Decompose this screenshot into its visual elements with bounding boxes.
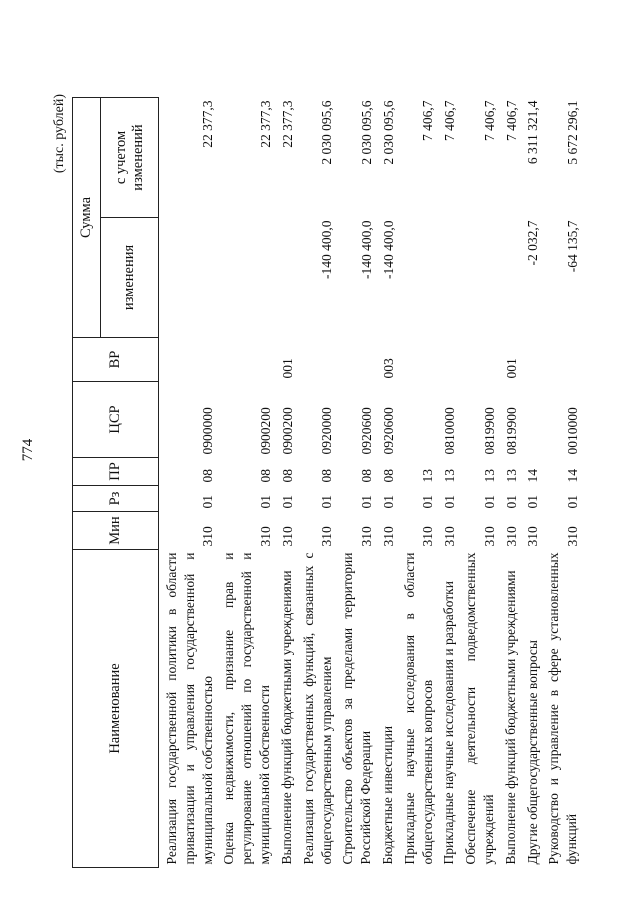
header-pr: ПР bbox=[73, 458, 159, 486]
row-vr bbox=[458, 338, 498, 382]
row-csr: 0010000 bbox=[565, 407, 581, 455]
row-total: 7 406,7 bbox=[442, 100, 458, 141]
row-rz: 01 bbox=[200, 495, 216, 509]
table-body bbox=[159, 98, 582, 868]
table-row bbox=[520, 98, 542, 868]
row-min: 310 bbox=[279, 526, 295, 547]
row-min: 310 bbox=[200, 526, 216, 547]
row-name: Оценка недвижимости, признание прав и регулирование отношений по государственной и муниципальной собственности bbox=[221, 552, 273, 865]
budget-table bbox=[72, 97, 581, 868]
row-csr: 0920000 bbox=[319, 407, 335, 455]
table-row bbox=[498, 98, 520, 868]
row-csr: 0810000 bbox=[442, 407, 458, 455]
row-change bbox=[436, 218, 458, 338]
row-change: -140 400,0 bbox=[319, 220, 335, 279]
row-change: -2 032,7 bbox=[525, 220, 541, 266]
table-row bbox=[458, 98, 498, 868]
row-change bbox=[397, 218, 437, 338]
row-min: 310 bbox=[565, 526, 581, 547]
row-rz: 01 bbox=[319, 495, 335, 509]
row-min: 310 bbox=[525, 526, 541, 547]
row-name: Бюджетные инвестиции bbox=[379, 725, 395, 865]
row-pr: 13 bbox=[442, 469, 458, 483]
row-csr bbox=[397, 382, 437, 458]
row-vr bbox=[397, 338, 437, 382]
row-pr: 14 bbox=[565, 469, 581, 483]
row-name: Прикладные научные исследования и разработки bbox=[441, 581, 457, 865]
row-rz: 01 bbox=[358, 495, 374, 509]
row-rz: 01 bbox=[481, 495, 497, 509]
row-pr: 08 bbox=[319, 469, 335, 483]
row-csr: 0900200 bbox=[257, 407, 273, 455]
row-vr bbox=[216, 338, 273, 382]
table-row bbox=[335, 98, 375, 868]
row-change: -64 135,7 bbox=[565, 220, 581, 273]
row-name: Строительство объектов за пределами территории Российской Федерации bbox=[340, 552, 374, 865]
row-vr bbox=[520, 338, 542, 382]
row-change bbox=[498, 218, 520, 338]
header-min: Мин bbox=[73, 512, 159, 550]
row-total: 7 406,7 bbox=[420, 100, 436, 141]
header-with-change: с учетом изменений bbox=[101, 98, 159, 218]
row-rz: 01 bbox=[257, 495, 273, 509]
row-min: 310 bbox=[380, 526, 396, 547]
row-csr: 0819900 bbox=[503, 407, 519, 455]
row-name: Руководство и управление в сфере установленных функций bbox=[546, 552, 580, 865]
units-note: (тыс. рублей) bbox=[52, 94, 67, 174]
row-min: 310 bbox=[257, 526, 273, 547]
row-total: 22 377,3 bbox=[200, 100, 216, 148]
table-row bbox=[541, 98, 581, 868]
row-total: 2 030 095,6 bbox=[319, 100, 335, 165]
row-vr: 001 bbox=[503, 358, 519, 379]
row-min: 310 bbox=[420, 526, 436, 547]
table-row bbox=[159, 98, 217, 868]
row-rz: 01 bbox=[525, 495, 541, 509]
row-csr: 0900000 bbox=[200, 407, 216, 455]
row-total: 22 377,3 bbox=[257, 100, 273, 148]
row-pr: 13 bbox=[503, 469, 519, 483]
header-name: Наименование bbox=[73, 550, 159, 868]
row-rz: 01 bbox=[442, 495, 458, 509]
row-name: Выполнение функций бюджетными учреждениями bbox=[278, 570, 294, 865]
row-min: 310 bbox=[319, 526, 335, 547]
row-total: 5 672 296,1 bbox=[565, 100, 581, 165]
row-vr bbox=[159, 338, 217, 382]
row-vr: 001 bbox=[279, 358, 295, 379]
header-vr: ВР bbox=[73, 338, 159, 382]
row-min: 310 bbox=[442, 526, 458, 547]
table-row bbox=[397, 98, 437, 868]
row-csr bbox=[520, 382, 542, 458]
row-total: 6 311 321,4 bbox=[525, 100, 541, 165]
row-name: Другие общегосударственные вопросы bbox=[524, 640, 540, 865]
row-csr: 0920600 bbox=[358, 407, 374, 455]
row-csr: 0819900 bbox=[481, 407, 497, 455]
row-total: 22 377,3 bbox=[279, 100, 295, 148]
row-vr bbox=[436, 338, 458, 382]
row-csr: 0920600 bbox=[380, 407, 396, 455]
table-row bbox=[375, 98, 397, 868]
row-total: 2 030 095,6 bbox=[358, 100, 374, 165]
page-number: 774 bbox=[20, 438, 36, 462]
header-csr: ЦСР bbox=[73, 382, 159, 458]
table-row bbox=[216, 98, 273, 868]
row-min: 310 bbox=[481, 526, 497, 547]
row-pr: 14 bbox=[525, 469, 541, 483]
row-pr: 08 bbox=[358, 469, 374, 483]
row-name: Реализация государственных функций, связанных с общегосударственным управлением bbox=[300, 552, 334, 865]
row-name: Выполнение функций бюджетными учреждениями bbox=[502, 570, 518, 865]
row-vr bbox=[296, 338, 336, 382]
row-vr bbox=[335, 338, 375, 382]
row-pr: 08 bbox=[279, 469, 295, 483]
row-rz: 01 bbox=[565, 495, 581, 509]
row-pr: 08 bbox=[257, 469, 273, 483]
row-pr: 13 bbox=[481, 469, 497, 483]
row-pr: 08 bbox=[380, 469, 396, 483]
row-csr: 0900200 bbox=[279, 407, 295, 455]
row-total: 7 406,7 bbox=[481, 100, 497, 141]
row-change: -140 400,0 bbox=[380, 220, 396, 279]
row-change bbox=[159, 218, 217, 338]
row-change bbox=[216, 218, 273, 338]
table-row bbox=[436, 98, 458, 868]
row-min: 310 bbox=[358, 526, 374, 547]
row-min: 310 bbox=[503, 526, 519, 547]
row-total: 7 406,7 bbox=[503, 100, 519, 141]
row-rz: 01 bbox=[380, 495, 396, 509]
header-rz: Рз bbox=[73, 486, 159, 512]
row-vr: 003 bbox=[380, 358, 396, 379]
row-name: Обеспечение деятельности подведомственных учреждений bbox=[463, 552, 496, 865]
table-row bbox=[274, 98, 296, 868]
row-name: Реализация государственной политики в области приватизации и управления государственной и муниципальной собственностью bbox=[164, 552, 215, 865]
row-pr: 13 bbox=[420, 469, 436, 483]
row-name: Прикладные научные исследования в области общегосударственных вопросов bbox=[401, 552, 435, 865]
row-change bbox=[274, 218, 296, 338]
row-pr: 08 bbox=[200, 469, 216, 483]
row-total: 2 030 095,6 bbox=[380, 100, 396, 165]
header-sum: Сумма bbox=[73, 98, 101, 338]
table-row bbox=[296, 98, 336, 868]
row-rz: 01 bbox=[503, 495, 519, 509]
row-rz: 01 bbox=[420, 495, 436, 509]
header-change: изменения bbox=[101, 218, 159, 338]
row-change bbox=[458, 218, 498, 338]
row-vr bbox=[541, 338, 581, 382]
row-change: -140 400,0 bbox=[358, 220, 374, 279]
row-rz: 01 bbox=[279, 495, 295, 509]
